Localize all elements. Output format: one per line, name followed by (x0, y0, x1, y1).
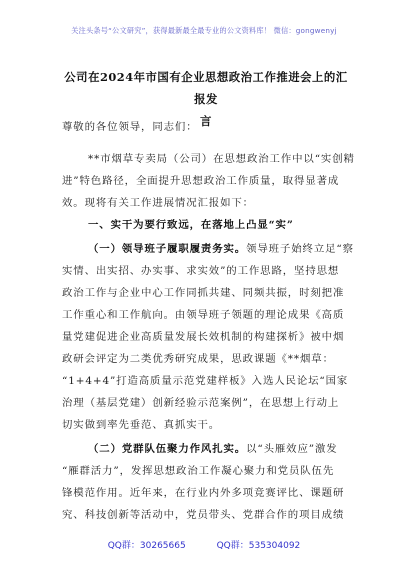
intro-line: 效。现将有关工作进展情况汇报如下： (62, 197, 254, 209)
paragraph-line: 量党建促进企业高质量发展长效机制的构建探析》被中烟 (62, 331, 345, 343)
paragraph-line: 工作重心和工作航向。由领导班子领题的理论成果《高质 (62, 309, 345, 321)
intro-line: **市烟草专卖局（公司）在思想政治工作中以“实创精 (88, 153, 355, 165)
qq-group-2: QQ群：535304092 (216, 541, 301, 551)
promo-banner: 关注头条号“公文研究”，获得最新最全最专业的公文资料库！ 微信：gongwenyj (71, 26, 337, 35)
subsection-2-heading: （二）党群队伍聚力作风扎实。 (88, 443, 247, 455)
intro-line: 进”特色路径，全面提升思想政治工作质量，取得显著成 (62, 175, 340, 187)
title-line-2: 言 (200, 114, 212, 128)
footer-contact (0, 538, 408, 551)
paragraph-line: 锋模范作用。近年来，在行业内外多项竞赛评比、课题研 (62, 487, 345, 499)
paragraph-line: 实情、出实招、办实事、求实效”的工作思路，坚持思想 (62, 265, 340, 277)
paragraph-line: 政研会评定为二类优秀研究成果，思政课题《**烟草： (62, 353, 334, 365)
subsection-2-first-line (88, 440, 338, 455)
subsection-1-heading: （一）领导班子履职履责务实。 (88, 243, 247, 255)
paragraph-line: 治理（基层党建）创新经验示范案例”，在思想上行动上 (62, 397, 340, 409)
paragraph-line: 政治工作与企业中心工作同抓共建、同频共振，时刻把准 (62, 287, 345, 299)
qq-group-1: QQ群：30265665 (107, 541, 186, 551)
paragraph-text: 领导班子始终立足“察 (246, 243, 354, 255)
title-line-1: 公司在2024年市国有企业思想政治工作推进会上的汇报发 (64, 70, 348, 106)
paragraph-line: “1+4+4”打造高质量示范党建样板》入选人民论坛“国家 (62, 375, 349, 387)
paragraph-line: 切实做到率先垂范、真抓实干。 (62, 419, 221, 431)
paragraph-line: 究、科技创新等活动中，党员带头、党群合作的项目成绩 (62, 509, 345, 521)
paragraph-line: “雁群活力”，发挥思想政治工作凝心聚力和党员队伍先 (62, 465, 335, 477)
salutation: 尊敬的各位领导，同志们： (62, 121, 198, 133)
paragraph-text: 以“头雁效应”激发 (246, 443, 338, 455)
section-heading: 一、实干为要行致远，在落地上凸显“实” (88, 219, 294, 231)
subsection-1-first-line (88, 240, 354, 255)
